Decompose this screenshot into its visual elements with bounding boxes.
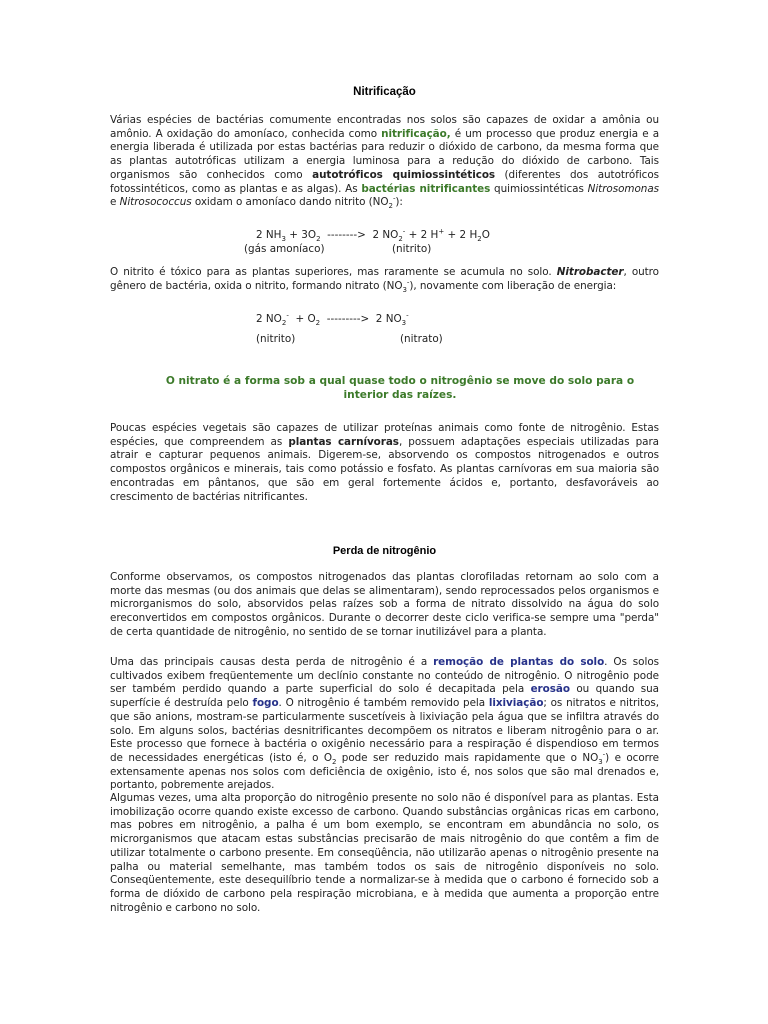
eq-sub: 3 [401, 319, 407, 328]
subscript: 3 [402, 285, 407, 294]
text-run: oxidam o amoníaco dando nitrito (NO [191, 196, 389, 209]
equation-label-nitrito-2: (nitrito) [256, 333, 296, 345]
paragraph-causas-perda [110, 656, 659, 793]
text-run: ) e ocorre extensamente apenas nos solos com deficiência de oxigênio, isto é, nos solos que são mal drenados e, portanto, pobremente arejados. [110, 751, 659, 792]
superscript: - [602, 750, 606, 759]
eq-sub: 2 [316, 235, 321, 244]
superscript: - [392, 194, 396, 203]
equation-label-nitrito: (nitrito) [392, 243, 432, 255]
text-run: Várias espécies de bactérias comumente encontradas nos solos são capazes de oxidar a amônia ou amônio. A oxidação do amoníaco, conhecida como [110, 114, 659, 140]
eq-sub: 3 [281, 235, 286, 244]
term-erosao: erosão [530, 683, 570, 696]
section-title-nitrificacao: Nitrificação [353, 86, 416, 98]
text-run: Uma das principais causas desta perda de nitrogênio é a [110, 656, 434, 668]
eq-part: ---------> 2 NO [320, 313, 402, 325]
text-run: ), novamente com liberação de energia: [409, 279, 617, 292]
eq-sup: + [438, 227, 445, 236]
eq-sub: 2 [398, 235, 403, 244]
text-run: ou quando sua superfície é destruída pelo [110, 683, 659, 710]
eq-part: O [481, 229, 490, 241]
term-fogo: fogo [252, 697, 279, 710]
term-lixiviacao: lixiviação [488, 697, 544, 710]
superscript: - [406, 278, 410, 287]
text-run: . O nitrogênio é também removido pela [278, 697, 489, 710]
eq-part: --------> 2 NO [320, 229, 399, 241]
eq-part: + O [288, 313, 316, 325]
term-remocao-plantas: remoção de plantas do solo [433, 656, 605, 668]
equation-label-gas-amoniaco: (gás amoníaco) [244, 243, 325, 255]
text-run: , outro gênero de bactéria, oxida o nitrito, formando nitrato (NO [110, 266, 659, 292]
eq-sup: - [402, 227, 406, 236]
term-nitrobacter: Nitrobacter [556, 266, 624, 278]
paragraph-perda-intro: Conforme observamos, os compostos nitrogenados das plantas clorofiladas retornam ao solo com a morte das mesmas (ou dos animais que delas se alimentaram), sendo reprocessados pelos organismos e microrganismos do solo, absorvidos pelas raízes sob a forma de nitrato dissolvido na água do solo ereconvertidos em compostos orgânicos. Durante o decorrer deste ciclo verifica-se sempre uma "perda" de certa quantidade de nitrogênio, no sentido de se tornar inutilizável para a planta. [110, 571, 659, 638]
text-run: pode ser reduzido mais rapidamente que o NO [336, 751, 599, 764]
text-run: ): [395, 196, 403, 209]
eq-sub: 2 [315, 319, 321, 328]
paragraph-nitrito [110, 266, 659, 293]
eq-part: + 2 H [444, 229, 478, 241]
text-run: ; os nitratos e nitritos, que são anions, mostram-se particularmente suscetíveis à lixiviação pela água que se infiltra através do solo. Em alguns solos, bactérias desnitrificantes decompõem os nitratos e liberam nitrogênio para o ar. Este processo que fornece à bactéria o oxigênio necessário para a respiração é dispendioso em termos de necessidades energéticas (isto é, o O [110, 697, 659, 764]
paragraph-plantas-carnivoras [110, 422, 659, 504]
eq-sub: 2 [477, 235, 482, 244]
eq-part: + 2 H [405, 229, 439, 241]
eq-part: + 3O [285, 229, 317, 241]
section-title-perda-nitrogenio: Perda de nitrogênio [332, 545, 437, 557]
text-run: , possuem adaptações especiais utilizadas para atrair e capturar pequenos animais. Digerem-se, absorvendo os compostos nitrogenados e outros compostos orgânicos e minerais, tais como potássio e fosfato. As plantas carnívoras em sua maioria são encontradas em pântanos, que são em geral fortemente ácidos e, portanto, desfavoráveis ao crescimento de bactérias nitrificantes. [110, 435, 659, 503]
term-plantas-carnivoras: plantas carnívoras [288, 435, 399, 448]
term-nitrificacao: nitrificação, [381, 127, 451, 140]
eq-part: 2 NH [256, 229, 282, 241]
term-bacterias-nitrificantes: bactérias nitrificantes [361, 182, 491, 195]
subscript: 3 [598, 758, 603, 766]
paragraph-imobilizacao: Algumas vezes, uma alta proporção do nitrogênio presente no solo não é disponível para as plantas. Esta imobilização ocorre quando existe excesso de carbono. Quando substâncias orgânicas ricas em carbono, mas pobres em nitrogênio, a palha é um bom exemplo, se encontram em abundância no solo, os microrganismos que atacam estas substâncias precisarão de mais nitrogênio do que contêm a fim de utilizar totalmente o carbono presente. Em conseqüência, não utilizarão apenas o nitrogênio presente na palha ou material semelhante, mas também todos os sais de nitrogênio disponíveis no solo. Conseqüentemente, este desequilíbrio tende a normalizar-se à medida que o carbono é fornecido sob a forma de dióxido de carbono pela respiração microbiana, e à medida que aumenta a proporção entre nitrogênio e carbono no solo. [110, 792, 659, 914]
equation-nitration [256, 313, 409, 326]
text-run: O nitrito é tóxico para as plantas superiores, mas raramente se acumula no solo. [110, 266, 557, 278]
eq-sup: - [406, 311, 409, 320]
equation-nitrosation [256, 229, 490, 242]
text-run: quimiossintéticas [490, 182, 588, 195]
subscript: 2 [331, 758, 337, 766]
highlight-quote: O nitrato é a forma sob a qual quase todo o nitrogênio se move do solo para o interior das raízes. [165, 375, 635, 401]
text-run: (diferentes dos autotróficos fotossintéticos, como as plantas e as algas). As [110, 168, 659, 195]
term-nitrosomonas: Nitrosomonas [587, 182, 660, 195]
eq-sub: 2 [281, 319, 287, 328]
term-autotroficos: autotróficos quimiossintéticos [312, 168, 496, 181]
eq-sup: - [286, 311, 289, 320]
text-run: e [110, 196, 120, 209]
equation-label-nitrato: (nitrato) [400, 333, 443, 345]
text-run: é um processo que produz energia e a energia liberada é utilizada por estas bactérias para reduzir o dióxido de carbono, da mesma forma que as plantas autotróficas utilizam a energia luminosa para a redução do dióxido de carbono. Tais organismos são conhecidos como [110, 127, 660, 181]
subscript: 2 [388, 202, 393, 211]
paragraph-nitrificacao-intro [110, 114, 659, 210]
text-run: Poucas espécies vegetais são capazes de utilizar proteínas animais como fonte de nitrogênio. Estas espécies, que compreendem as [110, 422, 659, 448]
text-run: . Os solos cultivados exibem freqüentemente um declínio constante no conteúdo de nitrogênio. O nitrogênio pode ser também perdido quando a parte superficial do solo é decapitada pela [110, 656, 659, 696]
term-nitrosococcus: Nitrosococcus [119, 196, 192, 209]
eq-part: 2 NO [256, 313, 282, 325]
